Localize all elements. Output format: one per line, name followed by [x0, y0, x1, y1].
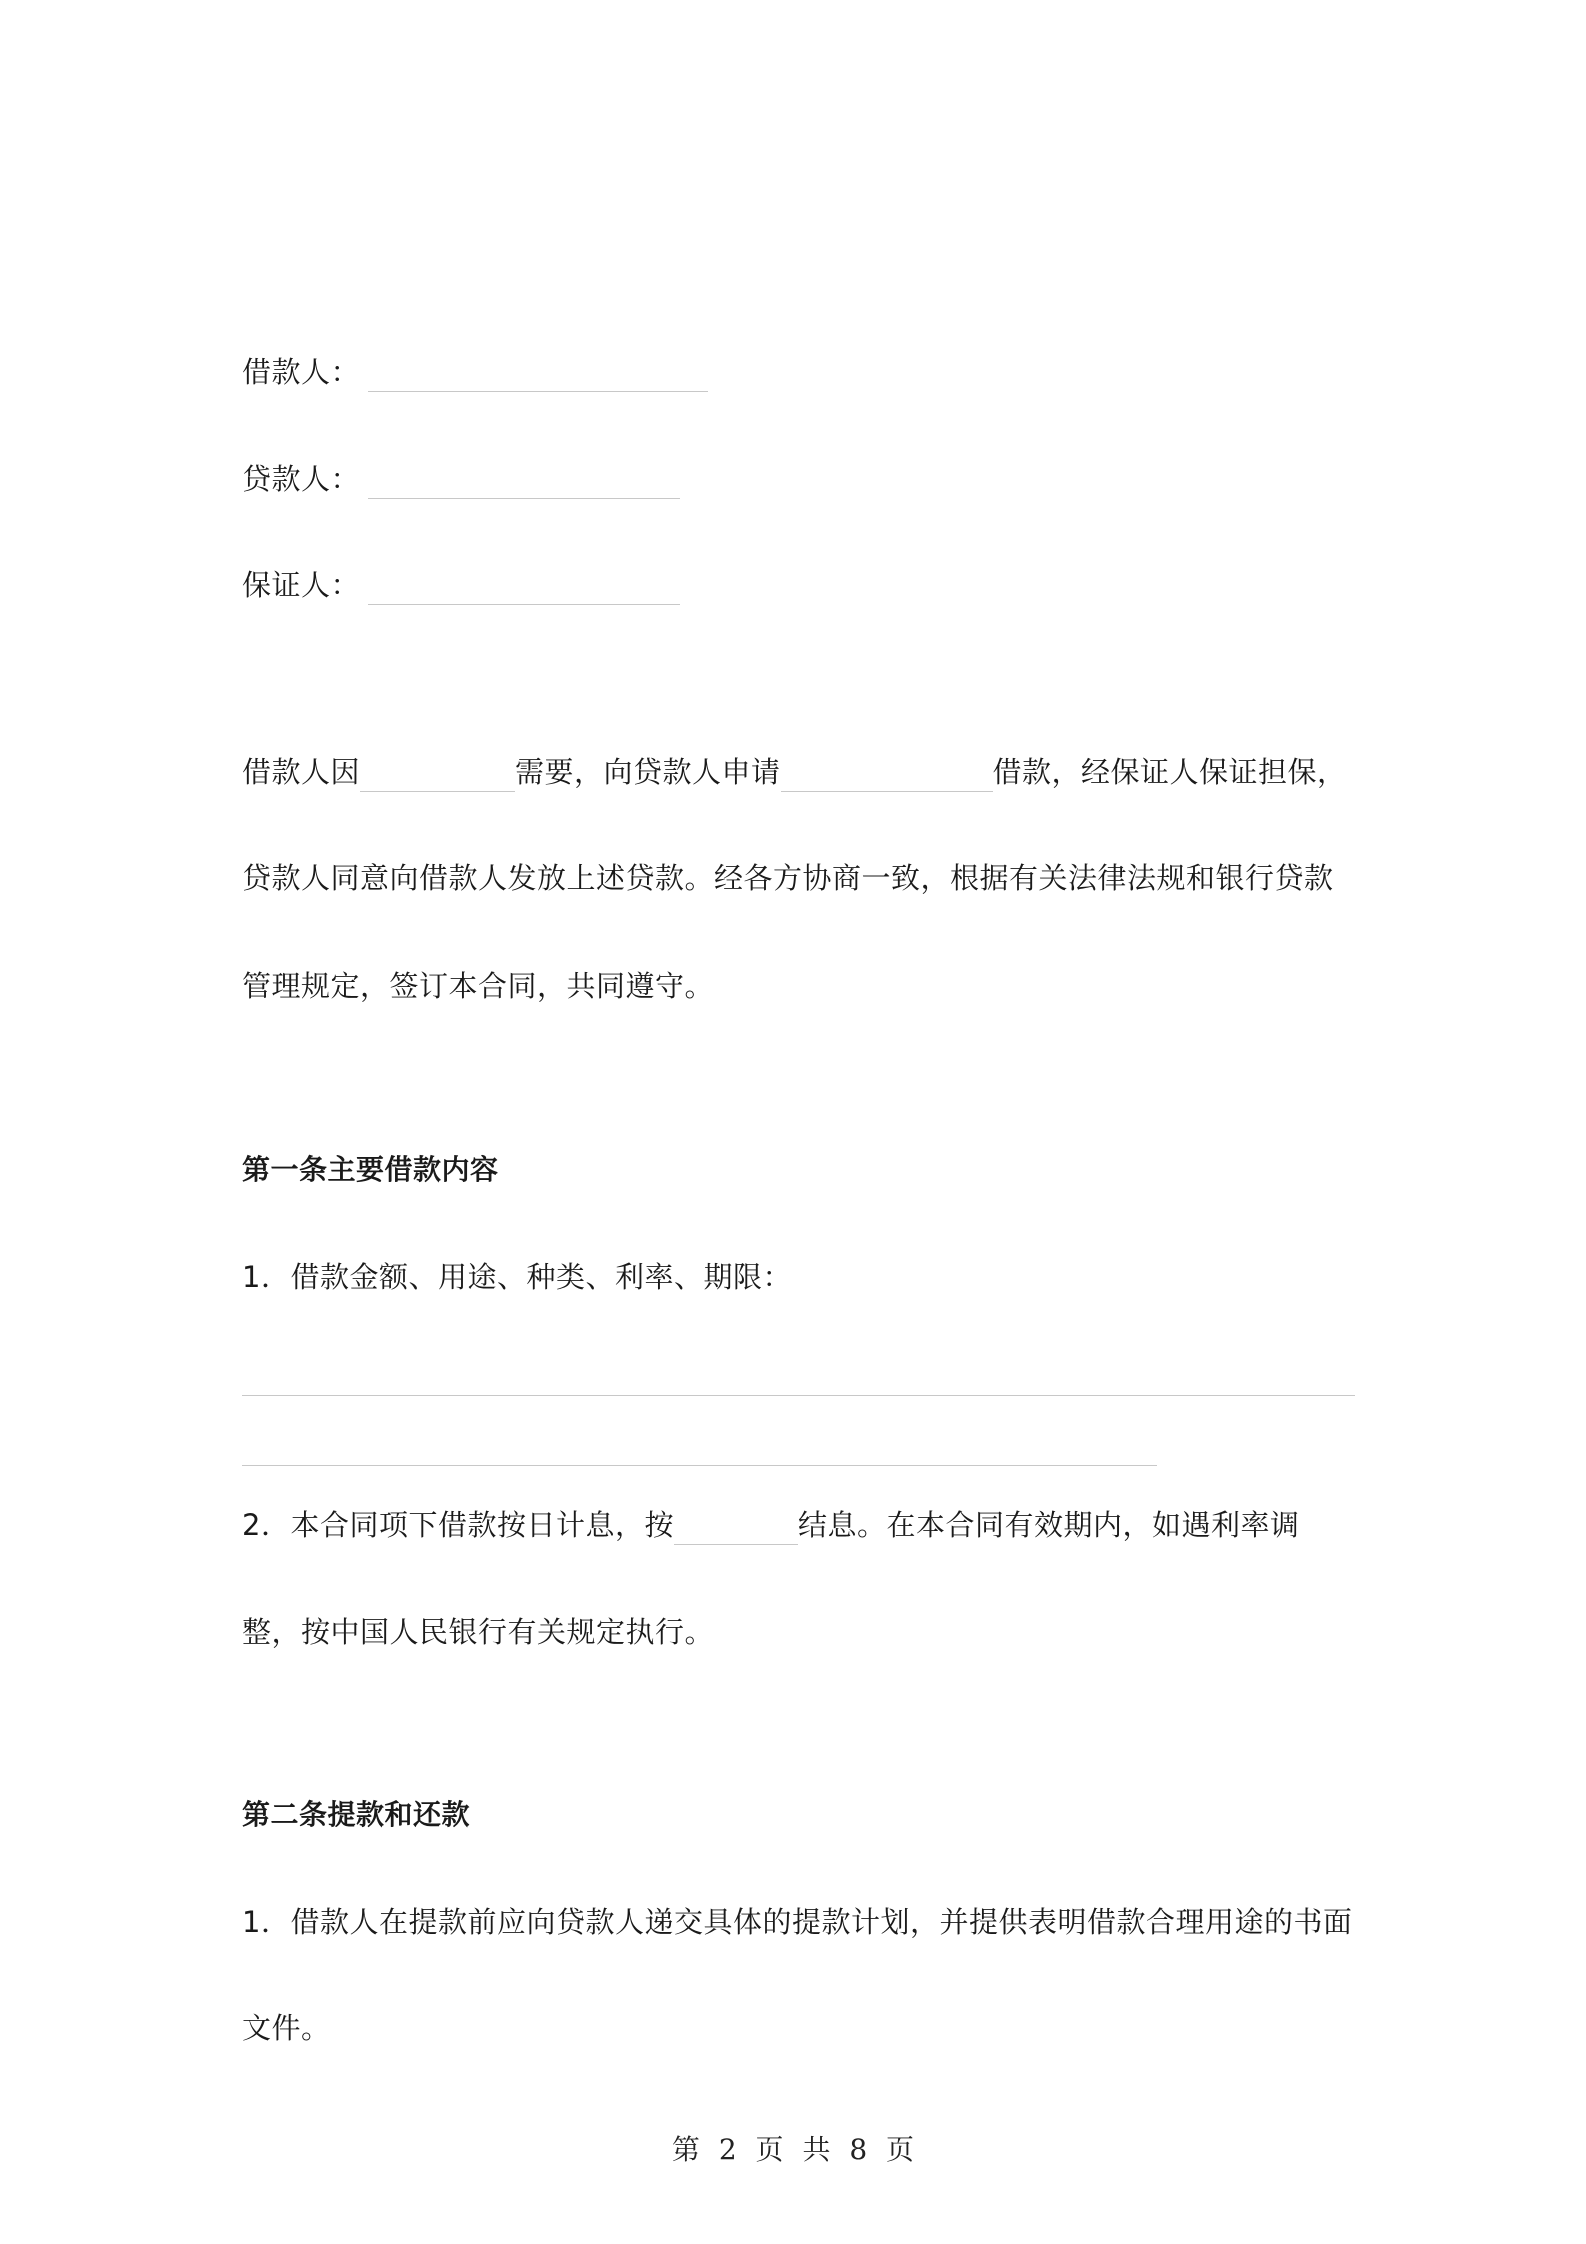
lender-blank[interactable] [368, 464, 680, 499]
purpose-blank[interactable] [360, 757, 515, 792]
lender-label: 贷款人： [242, 462, 361, 496]
preamble-line-3: 管理规定，签订本合同，共同遵守。 [242, 969, 715, 1003]
article-2-title: 第二条提款和还款 [242, 1798, 471, 1831]
guarantor-label: 保证人： [242, 568, 361, 602]
amount-details-blank-2[interactable] [242, 1465, 1157, 1466]
amount-details-blank-1[interactable] [242, 1395, 1355, 1396]
lender-line [242, 459, 680, 499]
article-1-item-2-line-2: 整，按中国人民银行有关规定执行。 [242, 1615, 715, 1649]
guarantor-line [242, 565, 680, 605]
borrower-line [242, 352, 708, 392]
preamble-text-c: 借款，经保证人保证担保， [992, 755, 1347, 789]
article-2-item-1-line-1: 1．借款人在提款前应向贷款人递交具体的提款计划，并提供表明借款合理用途的书面 [242, 1905, 1353, 1939]
page-number: 第 2 页 共 8 页 [671, 2133, 915, 2166]
article-1-title: 第一条主要借款内容 [242, 1153, 499, 1186]
article-2-item-1-line-2: 文件。 [242, 2011, 331, 2045]
preamble-text-a: 借款人因 [242, 755, 361, 789]
item-2-text-a: 2．本合同项下借款按日计息，按 [242, 1508, 674, 1542]
preamble-line-1 [242, 752, 1347, 792]
settlement-period-blank[interactable] [674, 1510, 798, 1545]
item-2-text-b: 结息。在本合同有效期内，如遇利率调 [797, 1508, 1300, 1542]
preamble-line-2: 贷款人同意向借款人发放上述贷款。经各方协商一致，根据有关法律法规和银行贷款 [242, 861, 1334, 895]
loan-type-blank[interactable] [781, 757, 993, 792]
guarantor-blank[interactable] [368, 570, 680, 605]
article-1-item-2-line-1 [242, 1505, 1299, 1545]
article-1-item-1: 1．借款金额、用途、种类、利率、期限： [242, 1260, 792, 1294]
borrower-blank[interactable] [368, 357, 708, 392]
preamble-text-b: 需要，向贷款人申请 [515, 755, 781, 789]
borrower-label: 借款人： [242, 355, 361, 389]
